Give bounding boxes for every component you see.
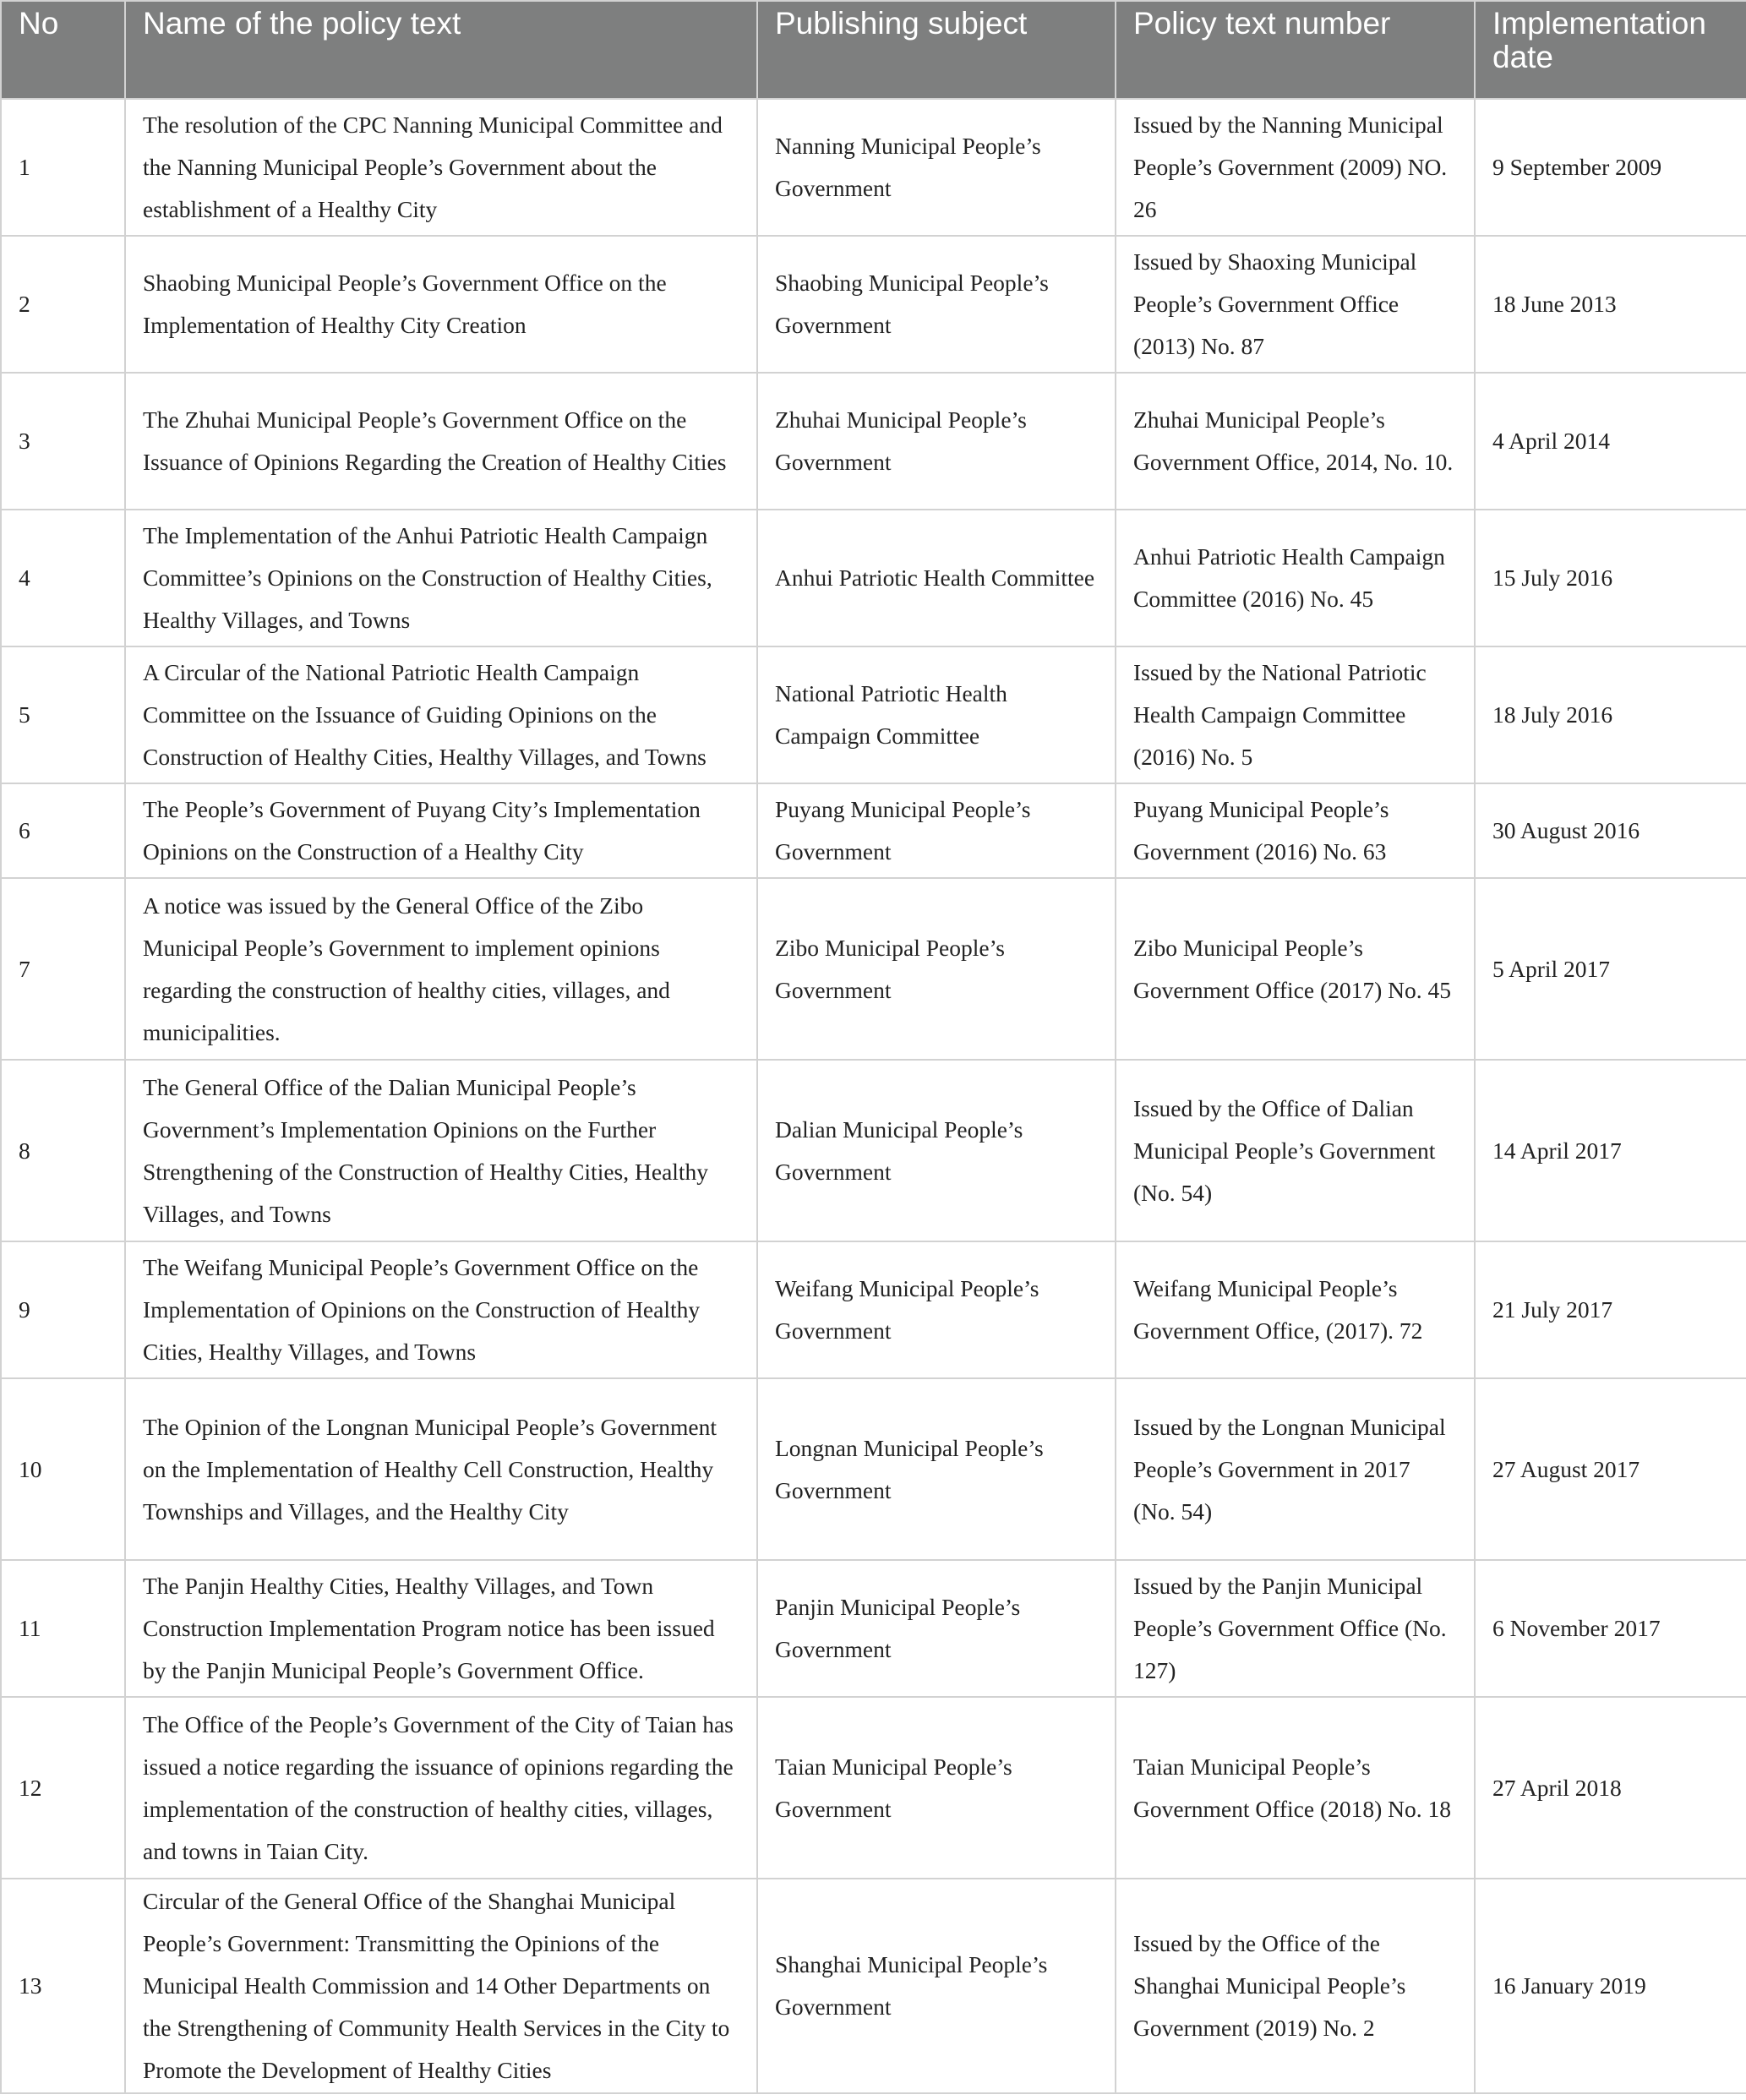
cell-date: 21 July 2017 (1475, 1241, 1746, 1378)
cell-subject: Weifang Municipal People’s Government (757, 1241, 1116, 1378)
cell-number: Weifang Municipal People’s Government Office, (2017). 72 (1116, 1241, 1475, 1378)
table-row (1, 373, 1746, 510)
cell-name: The Implementation of the Anhui Patriotic Health Campaign Committee’s Opinions on the Construction of Healthy Cities, Healthy Villages, and Towns (125, 510, 757, 646)
cell-name: The General Office of the Dalian Municipal People’s Government’s Implementation Opinions on the Further Strengthening of the Construction of Healthy Cities, Healthy Villages, and Towns (125, 1060, 757, 1241)
cell-subject: Anhui Patriotic Health Committee (757, 510, 1116, 646)
table-row (1, 1879, 1746, 2093)
cell-name: The Zhuhai Municipal People’s Government Office on the Issuance of Opinions Regarding the Creation of Healthy Cities (125, 373, 757, 510)
cell-number: Puyang Municipal People’s Government (2016) No. 63 (1116, 783, 1475, 878)
cell-subject: Taian Municipal People’s Government (757, 1697, 1116, 1879)
table-row (1, 236, 1746, 373)
cell-date: 14 April 2017 (1475, 1060, 1746, 1241)
cell-no: 13 (1, 1879, 125, 2093)
table-row (1, 646, 1746, 783)
table-row (1, 1060, 1746, 1241)
cell-subject: National Patriotic Health Campaign Committee (757, 646, 1116, 783)
cell-date: 9 September 2009 (1475, 99, 1746, 236)
table-row (1, 783, 1746, 878)
header-date: Implementation date (1475, 1, 1746, 99)
cell-date: 4 April 2014 (1475, 373, 1746, 510)
header-name: Name of the policy text (125, 1, 757, 99)
cell-no: 12 (1, 1697, 125, 1879)
cell-number: Anhui Patriotic Health Campaign Committee (2016) No. 45 (1116, 510, 1475, 646)
cell-date: 18 June 2013 (1475, 236, 1746, 373)
cell-no: 10 (1, 1378, 125, 1560)
cell-date: 27 April 2018 (1475, 1697, 1746, 1879)
header-number: Policy text number (1116, 1, 1475, 99)
cell-subject: Shanghai Municipal People’s Government (757, 1879, 1116, 2093)
cell-date: 16 January 2019 (1475, 1879, 1746, 2093)
cell-no: 3 (1, 373, 125, 510)
cell-date: 27 August 2017 (1475, 1378, 1746, 1560)
cell-no: 1 (1, 99, 125, 236)
cell-name: The Panjin Healthy Cities, Healthy Villages, and Town Construction Implementation Program notice has been issued by the Panjin Municipal People’s Government Office. (125, 1560, 757, 1697)
cell-number: Issued by the Office of the Shanghai Municipal People’s Government (2019) No. 2 (1116, 1879, 1475, 2093)
cell-date: 5 April 2017 (1475, 878, 1746, 1060)
cell-number: Issued by the Longnan Municipal People’s Government in 2017 (No. 54) (1116, 1378, 1475, 1560)
cell-subject: Panjin Municipal People’s Government (757, 1560, 1116, 1697)
cell-number: Issued by Shaoxing Municipal People’s Government Office (2013) No. 87 (1116, 236, 1475, 373)
cell-name: The resolution of the CPC Nanning Municipal Committee and the Nanning Municipal People’s Government about the establishment of a Healthy City (125, 99, 757, 236)
cell-number: Issued by the Panjin Municipal People’s Government Office (No. 127) (1116, 1560, 1475, 1697)
cell-number: Issued by the Nanning Municipal People’s Government (2009) NO. 26 (1116, 99, 1475, 236)
table-row (1, 1697, 1746, 1879)
cell-date: 6 November 2017 (1475, 1560, 1746, 1697)
cell-number: Zibo Municipal People’s Government Office (2017) No. 45 (1116, 878, 1475, 1060)
cell-subject: Dalian Municipal People’s Government (757, 1060, 1116, 1241)
header-subject: Publishing subject (757, 1, 1116, 99)
cell-name: A Circular of the National Patriotic Health Campaign Committee on the Issuance of Guiding Opinions on the Construction of Healthy Cities, Healthy Villages, and Towns (125, 646, 757, 783)
cell-number: Issued by the Office of Dalian Municipal People’s Government (No. 54) (1116, 1060, 1475, 1241)
table-row (1, 510, 1746, 646)
cell-date: 15 July 2016 (1475, 510, 1746, 646)
cell-subject: Nanning Municipal People’s Government (757, 99, 1116, 236)
cell-number: Issued by the National Patriotic Health Campaign Committee (2016) No. 5 (1116, 646, 1475, 783)
cell-no: 2 (1, 236, 125, 373)
cell-no: 8 (1, 1060, 125, 1241)
table-row (1, 99, 1746, 236)
table-row (1, 1378, 1746, 1560)
table-header (1, 1, 1746, 99)
cell-subject: Shaobing Municipal People’s Government (757, 236, 1116, 373)
header-row (1, 1, 1746, 99)
table-row (1, 878, 1746, 1060)
cell-name: The Office of the People’s Government of the City of Taian has issued a notice regarding the issuance of opinions regarding the implementation of the construction of healthy cities, villages, and towns in Taian City. (125, 1697, 757, 1879)
table-row (1, 1241, 1746, 1378)
cell-subject: Zhuhai Municipal People’s Government (757, 373, 1116, 510)
cell-date: 30 August 2016 (1475, 783, 1746, 878)
cell-name: A notice was issued by the General Office of the Zibo Municipal People’s Government to implement opinions regarding the construction of healthy cities, villages, and municipalities. (125, 878, 757, 1060)
header-no: No (1, 1, 125, 99)
cell-no: 11 (1, 1560, 125, 1697)
cell-number: Taian Municipal People’s Government Office (2018) No. 18 (1116, 1697, 1475, 1879)
cell-no: 6 (1, 783, 125, 878)
cell-name: The Opinion of the Longnan Municipal People’s Government on the Implementation of Healthy Cell Construction, Healthy Townships and Villages, and the Healthy City (125, 1378, 757, 1560)
cell-subject: Puyang Municipal People’s Government (757, 783, 1116, 878)
cell-no: 4 (1, 510, 125, 646)
cell-name: Circular of the General Office of the Shanghai Municipal People’s Government: Transmitting the Opinions of the Municipal Health Commission and 14 Other Departments on the Strengthening of Community Health Services in the City to Promote the Development of Healthy Cities (125, 1879, 757, 2093)
cell-subject: Longnan Municipal People’s Government (757, 1378, 1116, 1560)
cell-subject: Zibo Municipal People’s Government (757, 878, 1116, 1060)
table-row (1, 1560, 1746, 1697)
cell-no: 5 (1, 646, 125, 783)
cell-name: Shaobing Municipal People’s Government Office on the Implementation of Healthy City Creation (125, 236, 757, 373)
cell-name: The Weifang Municipal People’s Government Office on the Implementation of Opinions on the Construction of Healthy Cities, Healthy Villages, and Towns (125, 1241, 757, 1378)
cell-no: 9 (1, 1241, 125, 1378)
table-body (1, 99, 1746, 2093)
cell-name: The People’s Government of Puyang City’s Implementation Opinions on the Construction of a Healthy City (125, 783, 757, 878)
cell-date: 18 July 2016 (1475, 646, 1746, 783)
cell-no: 7 (1, 878, 125, 1060)
cell-number: Zhuhai Municipal People’s Government Office, 2014, No. 10. (1116, 373, 1475, 510)
